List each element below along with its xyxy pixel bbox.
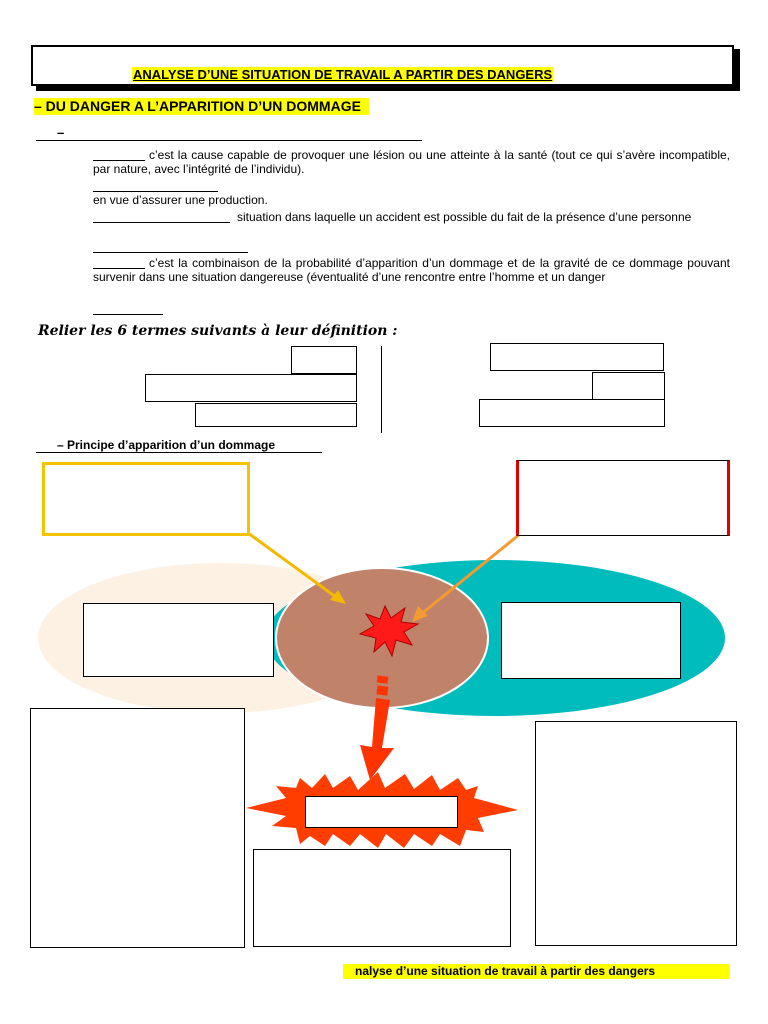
danger-zone-box[interactable] [83,603,274,677]
right-large-box[interactable] [535,721,737,946]
term-box-2[interactable] [145,374,357,402]
subheading-underline [36,140,422,141]
term-box-6[interactable] [479,399,665,427]
subheading-dash: – [57,125,65,140]
section-heading-danger-dommage: – DU DANGER A L’APPARITION D’UN DOMMAGE [34,98,369,115]
definition-2: en vue d’assurer une production. [93,193,268,207]
blank-term-3 [93,222,230,223]
bottom-center-box[interactable] [253,849,511,947]
exercise-instruction: Relier les 6 termes suivants à leur définition : [38,323,398,339]
footer-text: nalyse d’une situation de travail à partir des dangers [343,964,730,979]
section-heading-principe: – Principe d’apparition d’un dommage [57,438,276,452]
definition-1: c’est la cause capable de provoquer une lésion ou une atteinte à la santé (tout ce qui s’avère incompatible, par nature, avec l’intégrité de l’individu). [93,148,730,176]
dommage-box[interactable] [305,796,458,828]
title-box [31,45,734,86]
blank-term-4a [93,252,248,253]
section-heading-underline [36,452,322,453]
blank-term-5 [93,314,163,315]
page-title: ANALYSE D’UNE SITUATION DE TRAVAIL A PARTIR DES DANGERS [133,67,553,82]
left-large-box[interactable] [30,708,245,948]
situation-box[interactable] [516,460,730,536]
blank-term-2 [93,191,218,192]
term-box-1[interactable] [291,346,357,374]
danger-box[interactable] [42,462,250,536]
term-box-5[interactable] [592,372,665,400]
term-box-4[interactable] [490,343,664,371]
definition-4: c’est la combinaison de la probabilité d’apparition d’un dommage et de la gravité de ce dommage pouvant survenir dans une situation dangereuse (éventualité d’une rencontre entre l’homme et un danger [93,256,730,284]
term-box-3[interactable] [195,403,357,427]
definition-3: situation dans laquelle un accident est possible du fait de la présence d’une personne [237,210,692,224]
human-zone-box[interactable] [501,602,681,679]
matching-divider [381,346,382,433]
